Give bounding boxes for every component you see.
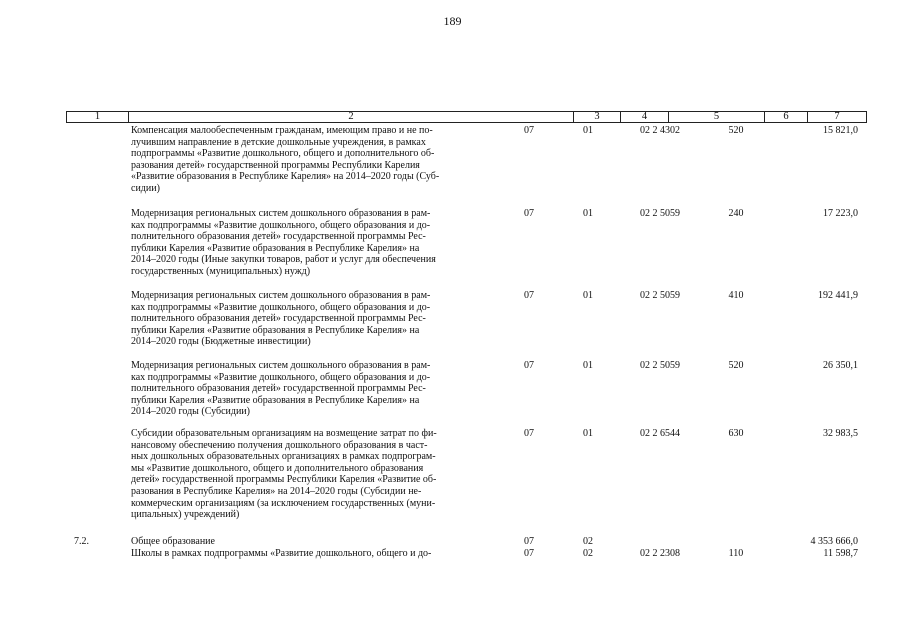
header-col-7: 7 bbox=[834, 111, 840, 122]
description-line: государственных (муниципальных) нужд) bbox=[131, 265, 311, 277]
row-expense-type: 410 bbox=[728, 290, 744, 301]
description-line: Модернизация региональных систем дошкольного образования в рам- bbox=[131, 290, 431, 301]
row-amount: 11 598,7 bbox=[823, 548, 858, 559]
row-subsection: 02 bbox=[583, 536, 593, 547]
table-header bbox=[66, 111, 867, 123]
row-subsection: 01 bbox=[583, 208, 593, 219]
row-description bbox=[131, 125, 503, 195]
row-section: 07 bbox=[524, 428, 534, 439]
row-section: 07 bbox=[524, 208, 534, 219]
description-line: 2014–2020 годы (Субсидии) bbox=[131, 406, 250, 418]
row-target-item: 02 2 5059 bbox=[640, 208, 680, 219]
description-line: полнительного образования детей» государственной программы Рес- bbox=[131, 383, 426, 395]
description-line: разования детей» государственной программы Республики Карелия bbox=[131, 159, 420, 171]
row-target-item: 02 2 5059 bbox=[640, 290, 680, 301]
row-amount: 4 353 666,0 bbox=[810, 536, 858, 547]
row-section: 07 bbox=[524, 360, 534, 371]
row-amount: 26 350,1 bbox=[823, 360, 858, 371]
description-line: Школы в рамках подпрограммы «Развитие дошкольного, общего и до- bbox=[131, 548, 432, 559]
description-line: публики Карелия «Развитие образования в Республике Карелия» на bbox=[131, 242, 420, 254]
row-section: 07 bbox=[524, 536, 534, 547]
row-subsection: 02 bbox=[583, 548, 593, 559]
description-line: «Развитие образования в Республике Карелия» на 2014–2020 годы (Суб- bbox=[131, 171, 440, 183]
row-target-item: 02 2 5059 bbox=[640, 360, 680, 371]
description-line: детей» государственной программы Республики Карелия «Развитие об- bbox=[131, 474, 437, 486]
header-col-5: 5 bbox=[669, 112, 765, 122]
description-line: ках подпрограммы «Развитие дошкольного, общего образования и до- bbox=[131, 371, 431, 383]
description-line: коммерческим организациям (за исключением государственных (муни- bbox=[131, 497, 436, 509]
row-number: 7.2. bbox=[74, 536, 89, 547]
description-line: 2014–2020 годы (Иные закупки товаров, работ и услуг для обеспечения bbox=[131, 254, 436, 266]
description-line: сидии) bbox=[131, 182, 160, 194]
row-target-item: 02 2 2308 bbox=[640, 548, 680, 559]
row-expense-type: 240 bbox=[728, 208, 744, 219]
description-line: публики Карелия «Развитие образования в Республике Карелия» на bbox=[131, 394, 420, 406]
row-description bbox=[131, 428, 503, 521]
header-col-4: 4 bbox=[621, 112, 669, 122]
description-line: ках подпрограммы «Развитие дошкольного, общего образования и до- bbox=[131, 301, 431, 313]
description-line: мы «Развитие дошкольного, общего и дополнительного образования bbox=[131, 462, 424, 474]
row-expense-type: 110 bbox=[728, 548, 744, 559]
row-subsection: 01 bbox=[583, 360, 593, 371]
row-amount: 15 821,0 bbox=[823, 125, 858, 136]
description-line: ных дошкольных образовательных организациях в рамках подпрограм- bbox=[131, 451, 436, 463]
description-line: нансовому обеспечению получения дошкольного образования в част- bbox=[131, 439, 428, 451]
description-line: лучившим направление в детские дошкольные учреждения, в рамках bbox=[131, 136, 426, 148]
description-line: ках подпрограммы «Развитие дошкольного, общего образования и до- bbox=[131, 219, 431, 231]
row-description bbox=[131, 360, 503, 418]
row-amount: 32 983,5 bbox=[823, 428, 858, 439]
row-description bbox=[131, 208, 503, 278]
description-line: Модернизация региональных систем дошкольного образования в рам- bbox=[131, 208, 431, 219]
row-amount: 192 441,9 bbox=[818, 290, 858, 301]
row-subsection: 01 bbox=[583, 125, 593, 136]
row-section: 07 bbox=[524, 290, 534, 301]
row-target-item: 02 2 6544 bbox=[640, 428, 680, 439]
row-description bbox=[131, 536, 503, 548]
description-line: разования в Республике Карелия» на 2014–2020 годы (Субсидии не- bbox=[131, 485, 422, 497]
row-amount: 17 223,0 bbox=[823, 208, 858, 219]
header-col-3: 3 bbox=[574, 112, 621, 122]
description-line: Субсидии образовательным организациям на возмещение затрат по фи- bbox=[131, 428, 437, 439]
description-line: Компенсация малообеспеченным гражданам, имеющим право и не по- bbox=[131, 125, 433, 136]
header-col-2: 2 bbox=[129, 112, 574, 122]
row-target-item: 02 2 4302 bbox=[640, 125, 680, 136]
row-subsection: 01 bbox=[583, 428, 593, 439]
description-line: Модернизация региональных систем дошкольного образования в рам- bbox=[131, 360, 431, 371]
row-subsection: 01 bbox=[583, 290, 593, 301]
row-section: 07 bbox=[524, 125, 534, 136]
header-col-6: 6 bbox=[765, 112, 808, 122]
page-number: 189 bbox=[443, 14, 462, 28]
row-description bbox=[131, 290, 503, 348]
header-col-1: 1 bbox=[67, 112, 129, 122]
row-expense-type: 630 bbox=[728, 428, 744, 439]
row-section: 07 bbox=[524, 548, 534, 559]
row-description bbox=[131, 548, 503, 560]
description-line: 2014–2020 годы (Бюджетные инвестиции) bbox=[131, 336, 311, 348]
description-line: Общее образование bbox=[131, 536, 215, 547]
description-line: публики Карелия «Развитие образования в Республике Карелия» на bbox=[131, 324, 420, 336]
description-line: ципальных) учреждений) bbox=[131, 509, 240, 521]
row-expense-type: 520 bbox=[728, 125, 744, 136]
description-line: полнительного образования детей» государственной программы Рес- bbox=[131, 313, 426, 325]
description-line: подпрограммы «Развитие дошкольного, общего и дополнительного об- bbox=[131, 148, 435, 160]
description-line: полнительного образования детей» государственной программы Рес- bbox=[131, 231, 426, 243]
row-expense-type: 520 bbox=[728, 360, 744, 371]
